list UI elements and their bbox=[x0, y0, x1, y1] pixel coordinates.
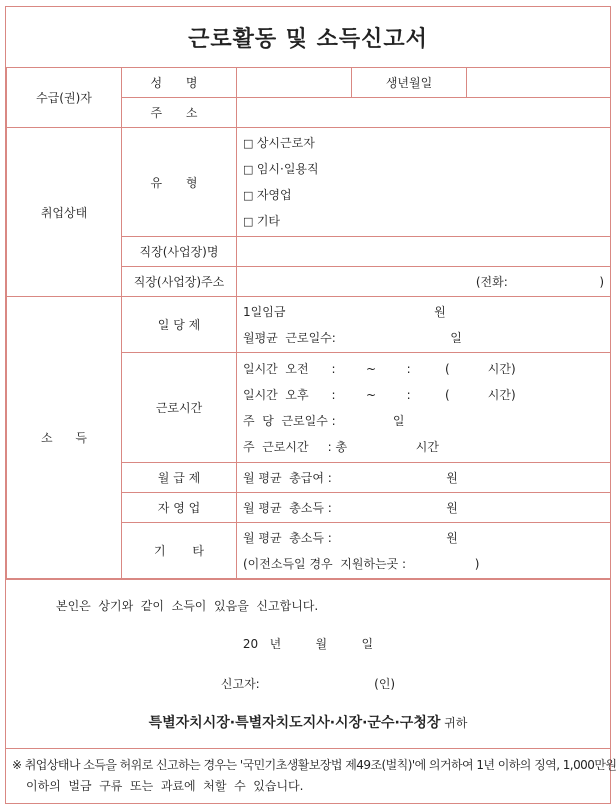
recipient-label: 수급(권)자 bbox=[7, 68, 122, 128]
warning-note bbox=[12, 755, 616, 797]
checkbox-icon[interactable]: □ bbox=[243, 215, 254, 228]
other-field[interactable] bbox=[237, 523, 611, 579]
option-regular[interactable] bbox=[243, 130, 604, 156]
daily-label: 일 당 제 bbox=[122, 297, 237, 353]
form-title: 근로활동 및 소득신고서 bbox=[188, 26, 428, 52]
monthly-field[interactable] bbox=[237, 463, 611, 493]
option-self-employed[interactable] bbox=[243, 182, 604, 208]
option-other[interactable] bbox=[243, 208, 604, 234]
hours-am-line: 일시간 오전 : ~ : ( 시간) bbox=[243, 361, 516, 376]
income-label: 소 득 bbox=[7, 297, 122, 579]
self-employed-field[interactable] bbox=[237, 493, 611, 523]
checkbox-icon[interactable]: □ bbox=[243, 189, 254, 202]
addressee bbox=[6, 712, 610, 732]
workplace-address-field[interactable] bbox=[237, 267, 611, 297]
option-label: 임시·일용직 bbox=[256, 162, 319, 176]
name-field[interactable] bbox=[237, 68, 352, 98]
hours-label: 근로시간 bbox=[122, 353, 237, 463]
form-table bbox=[6, 67, 611, 579]
income-report-form bbox=[5, 6, 616, 804]
checkbox-icon[interactable]: □ bbox=[243, 137, 254, 150]
option-label: 자영업 bbox=[256, 188, 292, 202]
declaration-section bbox=[6, 579, 610, 749]
workplace-address-label: 직장(사업장)주소 bbox=[122, 267, 237, 297]
weekly-days-line: 주 당 근로일수 : 일 bbox=[243, 413, 405, 428]
self-employed-label: 자 영 업 bbox=[122, 493, 237, 523]
addressee-name: 특별자치시장·특별자치도지사·시장·군수·구청장 bbox=[148, 715, 441, 731]
workplace-name-label: 직장(사업장)명 bbox=[122, 237, 237, 267]
note-line-1: ※ 취업상태나 소득을 허위로 신고하는 경우는 '국민기초생활보장법 제49조(벌칙)'에 의거하여 1년 이하의 징역, 1,000만원 bbox=[12, 758, 616, 772]
phone-text: (전화: ) bbox=[475, 275, 604, 289]
checkbox-icon[interactable]: □ bbox=[243, 163, 254, 176]
daily-days-line: 월평균 근로일수: 일 bbox=[243, 330, 462, 345]
type-label: 유 형 bbox=[122, 128, 237, 237]
option-temporary[interactable] bbox=[243, 156, 604, 182]
daily-field[interactable] bbox=[237, 297, 611, 353]
other-income-line: 월 평균 총소득 : 원 bbox=[243, 530, 458, 545]
hours-field[interactable] bbox=[237, 353, 611, 463]
type-options bbox=[237, 128, 611, 237]
birth-field[interactable] bbox=[467, 68, 611, 98]
name-label: 성 명 bbox=[122, 68, 237, 98]
other-label: 기 타 bbox=[122, 523, 237, 579]
declaration-statement: 본인은 상기와 같이 소득이 있음을 신고합니다. bbox=[56, 599, 319, 613]
monthly-label: 월 급 제 bbox=[122, 463, 237, 493]
reporter-signature[interactable]: 신고자: (인) bbox=[220, 677, 396, 691]
address-field[interactable] bbox=[237, 98, 611, 128]
option-label: 기타 bbox=[256, 214, 281, 228]
monthly-line: 월 평균 총급여 : 원 bbox=[243, 470, 458, 485]
address-label: 주 소 bbox=[122, 98, 237, 128]
birth-label: 생년월일 bbox=[352, 68, 467, 98]
self-employed-line: 월 평균 총소득 : 원 bbox=[243, 500, 458, 515]
other-source-line: (이전소득일 경우 지원하는곳 : ) bbox=[243, 556, 480, 571]
note-line-2: 이하의 벌금 구류 또는 과료에 처할 수 있습니다. bbox=[26, 779, 304, 793]
option-label: 상시근로자 bbox=[256, 136, 315, 150]
declaration-date[interactable]: 20 년 월 일 bbox=[242, 637, 374, 651]
employment-label: 취업상태 bbox=[7, 128, 122, 297]
workplace-name-field[interactable] bbox=[237, 237, 611, 267]
addressee-suffix: 귀하 bbox=[444, 716, 468, 730]
hours-pm-line: 일시간 오후 : ~ : ( 시간) bbox=[243, 387, 516, 402]
weekly-hours-line: 주 근로시간 : 총 시간 bbox=[243, 439, 439, 454]
daily-wage-line: 1일임금 원 bbox=[243, 304, 446, 319]
